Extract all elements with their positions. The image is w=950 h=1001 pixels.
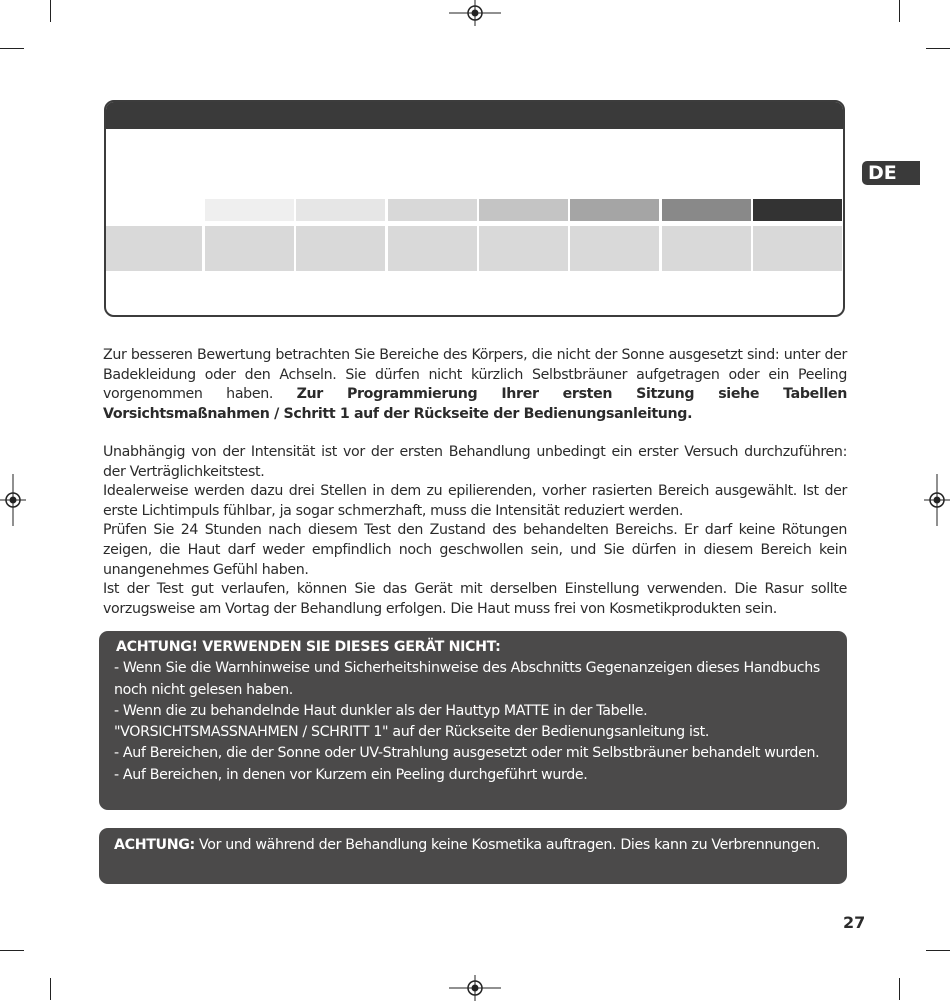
language-tab: DE xyxy=(862,161,920,185)
skin-tone-swatch xyxy=(479,199,568,221)
paragraph-line: Unabhängig von der Intensität ist vor der ersten Behandlung unbedingt ein erster Versuch durchzuführen: der Verträglichkeitstest. xyxy=(103,444,847,480)
warning-item: - Auf Bereichen, die der Sonne oder UV-Strahlung ausgesetzt oder mit Selbstbräuner behandelt wurden. xyxy=(114,745,820,762)
registration-mark-icon xyxy=(449,975,501,1001)
warning-title: ACHTUNG! VERWENDEN SIE DIESES GERÄT NICHT: xyxy=(116,639,501,655)
crop-mark xyxy=(899,0,900,22)
caution-text: Vor und während der Behandlung keine Kosmetika auftragen. Dies kann zu Verbrennungen. xyxy=(194,837,821,853)
page-number: 27 xyxy=(843,913,866,932)
table-cell xyxy=(106,226,202,271)
crop-mark xyxy=(50,0,51,22)
table-cell xyxy=(570,226,659,271)
body-paragraph-2 xyxy=(103,443,847,619)
table-cell xyxy=(388,226,477,271)
table-header-bar xyxy=(106,102,843,129)
paragraph-bold-text: Zur Programmierung Ihrer ersten Sitzung siehe Tabellen Vorsichtsmaßnahmen / Schritt 1 auf der Rückseite der Bedienungsanleitung. xyxy=(103,386,847,422)
body-paragraph-1 xyxy=(103,346,847,424)
skin-tone-swatch xyxy=(205,199,294,221)
crop-mark xyxy=(50,978,51,1000)
table-cell xyxy=(205,226,294,271)
crop-mark xyxy=(926,950,950,951)
paragraph-line: Prüfen Sie 24 Stunden nach diesem Test den Zustand des behandelten Bereichs. Er darf keine Rötungen zeigen, die Haut darf weder empfindlich noch geschwollen sein, und Sie dürfen in diesem Bereich kein unangenehmes Gefühl haben. xyxy=(103,522,847,578)
table-cell xyxy=(662,226,751,271)
skin-tone-swatch xyxy=(388,199,477,221)
registration-mark-icon xyxy=(924,474,950,526)
table-cell xyxy=(296,226,385,271)
caution-box xyxy=(99,828,847,884)
table-cell xyxy=(479,226,568,271)
table-cell xyxy=(753,226,842,271)
skin-tone-swatch xyxy=(296,199,385,221)
skin-tone-swatch xyxy=(570,199,659,221)
registration-mark-icon xyxy=(449,0,501,26)
registration-mark-icon xyxy=(0,474,26,526)
crop-mark xyxy=(0,950,24,951)
crop-mark xyxy=(899,978,900,1000)
paragraph-text: Zur besseren Bewertung betrachten Sie Bereiche des Körpers, die nicht der Sonne ausgesetzt sind: unter der Badekleidung oder den Achseln. Sie dürfen nicht kürzlich Selbstbräuner aufgetragen oder ein Peeling vorgenommen haben. xyxy=(103,347,847,403)
skin-type-table xyxy=(104,100,845,317)
skin-tone-swatch xyxy=(753,199,842,221)
warning-item: - Auf Bereichen, in denen vor Kurzem ein Peeling durchgeführt wurde. xyxy=(114,766,588,783)
paragraph-line: Ist der Test gut verlaufen, können Sie das Gerät mit derselben Einstellung verwenden. Die Rasur sollte vorzugsweise am Vortag der Behandlung erfolgen. Die Haut muss frei von Kosmetikprodukten sein. xyxy=(103,581,847,617)
crop-mark xyxy=(926,48,950,49)
warning-box xyxy=(99,631,847,810)
caution-label: ACHTUNG: xyxy=(114,837,195,853)
skin-tone-swatch xyxy=(662,199,751,221)
warning-item: - Wenn Sie die Warnhinweise und Sicherheitshinweise des Abschnitts Gegenanzeigen dieses Handbuchs noch nicht gelesen haben. xyxy=(114,660,820,698)
crop-mark xyxy=(0,48,24,49)
paragraph-line: Idealerweise werden dazu drei Stellen in dem zu epilierenden, vorher rasierten Bereich ausgewählt. Ist der erste Lichtimpuls fühlbar, ja sogar schmerzhaft, muss die Intensität reduziert werden. xyxy=(103,483,847,519)
warning-item: - Wenn die zu behandelnde Haut dunkler als der Hauttyp MATTE in der Tabelle. "VORSICHTSMASSNAHMEN / SCHRITT 1" auf der Rückseite der Bedienungsanleitung ist. xyxy=(114,702,709,741)
